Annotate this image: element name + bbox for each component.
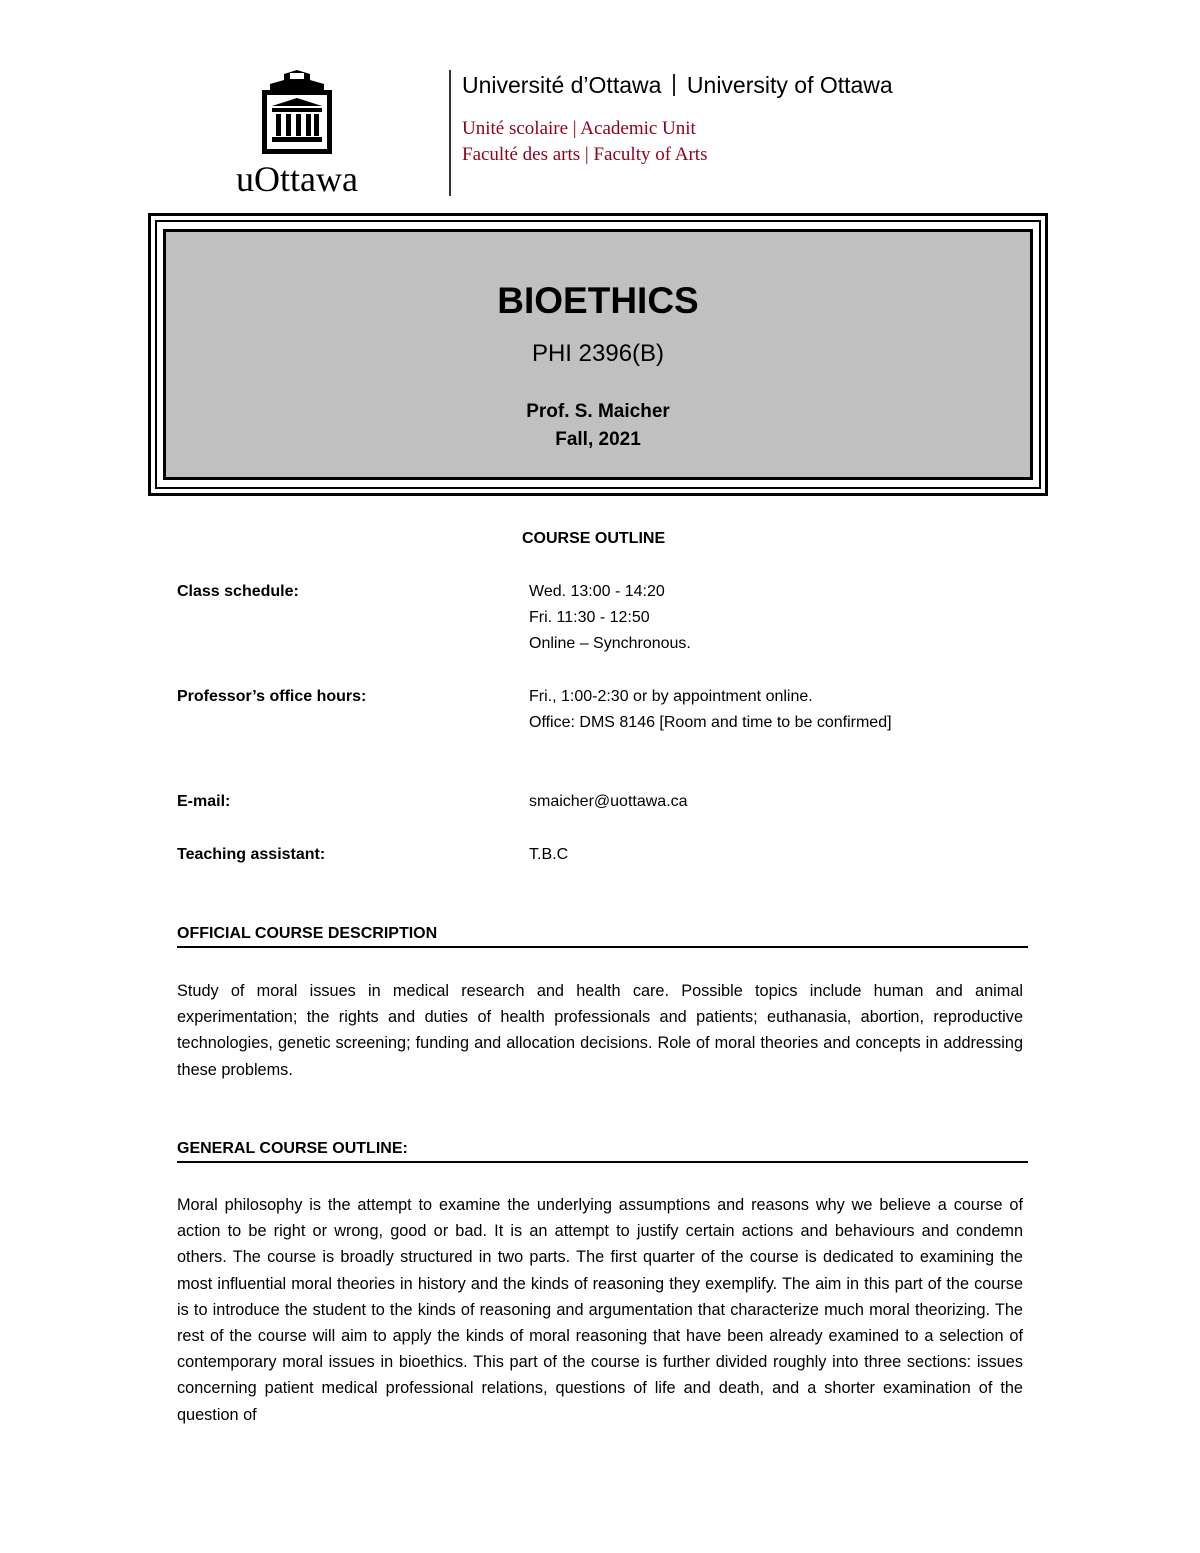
schedule-label: Class schedule: [177, 583, 299, 600]
name-separator [673, 74, 675, 96]
course-outline-heading-text: COURSE OUTLINE [522, 530, 666, 547]
official-description-heading: OFFICIAL COURSE DESCRIPTION [177, 925, 1028, 948]
email-label: E-mail: [177, 793, 231, 810]
official-description-text: Study of moral issues in medical research and health care. Possible topics include human and animal experimentation; the rights and duties of health professionals and patients; euthanasia, abortion, reproductive technologies, genetic screening; funding and allocation decisions. Role of moral theories and concepts in addressing these problems. [177, 982, 1023, 1079]
academic-unit [462, 116, 707, 168]
general-outline-text: Moral philosophy is the attempt to examine the underlying assumptions and reasons why we believe a course of action to be right or wrong, good or bad. It is an attempt to justify certain actions and behaviours and condemn others. The course is broadly structured in two parts. The first quarter of the course is dedicated to examining the most influential moral theories in history and the kinds of reasoning they exemplify. The aim in this part of the course is to introduce the student to the kinds of reasoning and argumentation that characterize much moral theorizing. The rest of the course will aim to apply the kinds of moral reasoning that have been already examined to a selection of contemporary moral issues in bioethics. This part of the course is further divided roughly into three sections: issues concerning patient medical professional relations, questions of life and death, and a shorter examination of the question of [177, 1196, 1023, 1424]
course-title: BIOETHICS [497, 280, 699, 321]
office-line: Fri., 1:00-2:30 or by appointment online. [529, 688, 813, 705]
logo-wordmark: uOttawa [236, 159, 358, 199]
header-divider [449, 70, 451, 196]
university-name [462, 72, 893, 99]
university-building-icon [258, 70, 336, 154]
term: Fall, 2021 [555, 429, 641, 450]
email-value[interactable]: smaicher@uottawa.ca [529, 793, 688, 810]
professor-name: Prof. S. Maicher [526, 401, 670, 422]
university-logo [222, 70, 372, 200]
schedule-line: Fri. 11:30 - 12:50 [529, 609, 650, 626]
professor-and-term [163, 398, 1033, 454]
faculty-line: Faculté des arts | Faculty of Arts [462, 144, 708, 165]
office-line: Office: DMS 8146 [Room and time to be confirmed] [529, 714, 892, 731]
university-name-en: University of Ottawa [686, 72, 893, 98]
ta-label: Teaching assistant: [177, 846, 326, 863]
schedule-value [529, 579, 691, 657]
course-code: PHI 2396(B) [531, 340, 665, 367]
schedule-line: Wed. 13:00 - 14:20 [529, 583, 665, 600]
ta-value: T.B.C [529, 846, 569, 863]
general-outline-heading: GENERAL COURSE OUTLINE: [177, 1140, 1028, 1163]
university-name-fr: Université d’Ottawa [462, 72, 662, 98]
office-hours-value [529, 684, 892, 736]
unit-line: Unité scolaire | Academic Unit [462, 118, 696, 139]
office-hours-label: Professor’s office hours: [177, 688, 367, 705]
schedule-line: Online – Synchronous. [529, 635, 691, 652]
